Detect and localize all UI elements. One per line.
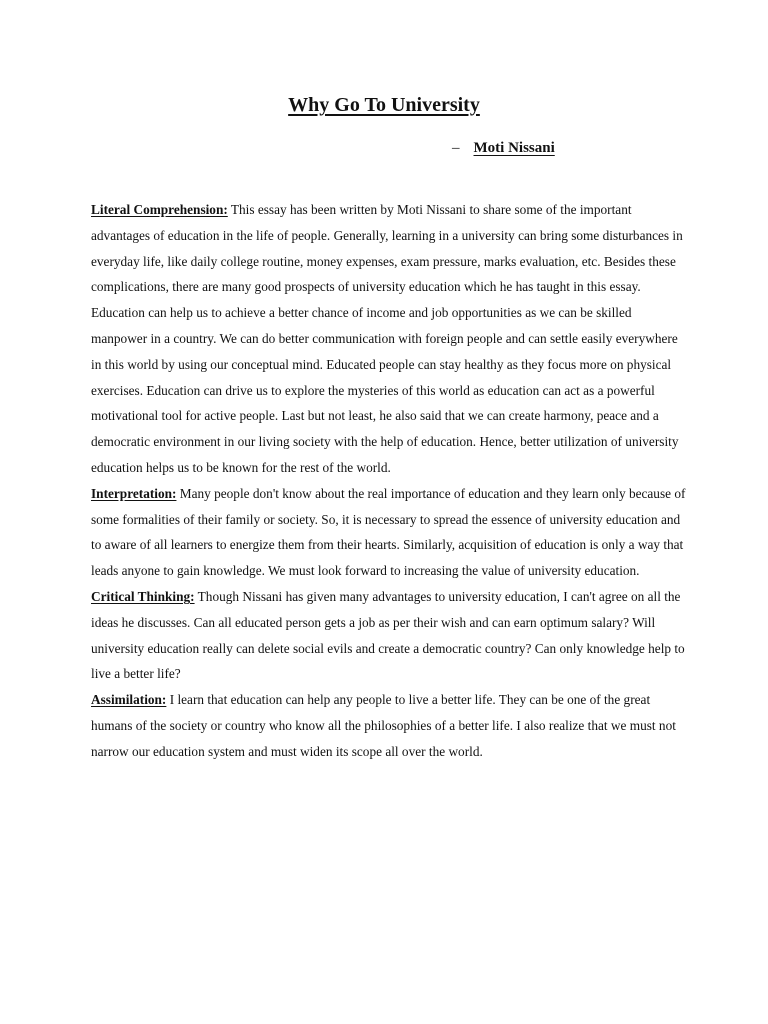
essay-body: [91, 197, 687, 765]
section-interpretation: [91, 481, 687, 584]
document-title: [0, 94, 768, 117]
section-text: Many people don't know about the real importance of education and they learn only because of some formalities of their family or society. So, it is necessary to spread the essence of university education and to aware of all learners to energize them from their hearts. Similarly, acquisition of education is only a way that leads anyone to gain knowledge. We must look forward to increasing the value of university education.: [91, 485, 686, 579]
section-label: Assimilation:: [91, 692, 167, 708]
section-text: Though Nissani has given many advantages to university education, I can't agree on all the ideas he discusses. Can all educated person gets a job as per their wish and can earn optimum salary? Will university education really can delete social evils and create a democratic country? Can only knowledge help to live a better life?: [91, 588, 685, 682]
section-text: I learn that education can help any people to live a better life. They can be one of the great humans of the society or country who know all the philosophies of a better life. I also realize that we must not narrow our education system and must widen its scope all over the world.: [91, 692, 676, 759]
section-label: Literal Comprehension:: [91, 202, 228, 217]
title-text: Why Go To University: [288, 94, 480, 116]
section-label: Critical Thinking:: [91, 588, 195, 604]
section-text: This essay has been written by Moti Nissani to share some of the important advantages of education in the life of people. Generally, learning in a university can bring some disturbances in everyday life, like daily college routine, money expenses, exam pressure, marks evaluation, etc. Besides these complications, there are many good prospects of university education which he has taught in this essay. Education can help us to achieve a better chance of income and job opportunities as we can be skilled manpower in a country. We can do better communication with foreign people and can settle easily everywhere in this world by using our conceptual mind. Educated people can stay healthy as they focus more on physical exercises. Education can drive us to explore the mysteries of this world as education can act as a powerful motivational tool for active people. Last but not least, he also said that we can create harmony, peace and a democratic environment in our living society with the help of education. Hence, better utilization of university education helps us to be known for the rest of the world.: [91, 202, 683, 475]
section-assimilation: [91, 687, 687, 764]
author-dash: –: [452, 140, 460, 156]
author-name: Moti Nissani: [473, 140, 555, 156]
section-label: Interpretation:: [91, 485, 177, 501]
section-critical-thinking: [91, 584, 687, 687]
section-literal-comprehension: [91, 197, 687, 481]
author-line: [452, 140, 555, 157]
